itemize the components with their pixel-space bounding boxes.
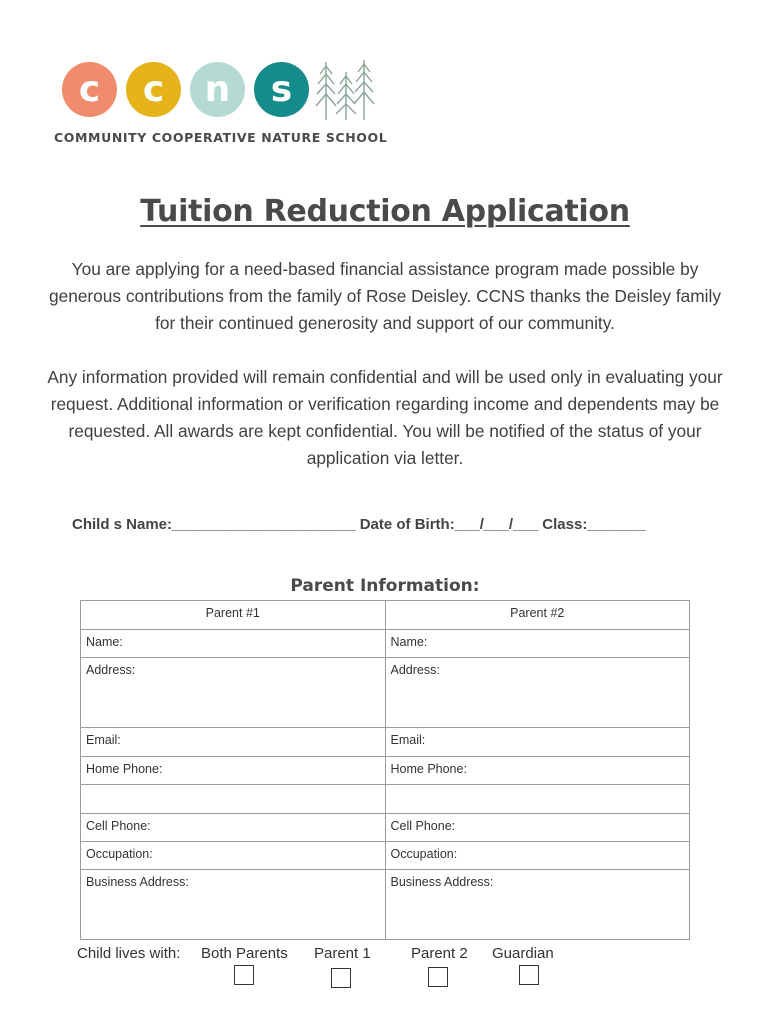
parent1-checkbox[interactable] bbox=[331, 968, 351, 988]
parent1-business-address-field[interactable]: Business Address: bbox=[81, 870, 386, 940]
parent2-cell-phone-field[interactable]: Cell Phone: bbox=[385, 814, 690, 842]
option-both-parents-label: Both Parents bbox=[201, 945, 288, 962]
logo-letter-n: n bbox=[190, 62, 245, 117]
table-row bbox=[81, 728, 690, 757]
parent2-checkbox[interactable] bbox=[428, 967, 448, 987]
school-name: COMMUNITY COOPERATIVE NATURE SCHOOL bbox=[54, 130, 388, 145]
table-header-row bbox=[81, 601, 690, 630]
table-row bbox=[81, 842, 690, 870]
parent1-email-field[interactable]: Email: bbox=[81, 728, 386, 757]
child-lives-label: Child lives with: bbox=[77, 945, 181, 962]
parent1-cell-phone-field[interactable]: Cell Phone: bbox=[81, 814, 386, 842]
parent1-home-phone-field[interactable]: Home Phone: bbox=[81, 757, 386, 785]
both-parents-checkbox[interactable] bbox=[234, 965, 254, 985]
logo-letter-s: s bbox=[254, 62, 309, 117]
pine-trees-icon bbox=[314, 58, 376, 124]
option-guardian-label: Guardian bbox=[492, 945, 554, 962]
parent1-header: Parent #1 bbox=[81, 601, 386, 630]
guardian-checkbox[interactable] bbox=[519, 965, 539, 985]
parent2-address-field[interactable]: Address: bbox=[385, 658, 690, 728]
table-row bbox=[81, 814, 690, 842]
option-parent2-label: Parent 2 bbox=[411, 945, 468, 962]
parent1-address-field[interactable]: Address: bbox=[81, 658, 386, 728]
parent2-blank-field[interactable] bbox=[385, 785, 690, 814]
parent2-email-field[interactable]: Email: bbox=[385, 728, 690, 757]
parent1-blank-field[interactable] bbox=[81, 785, 386, 814]
table-row bbox=[81, 630, 690, 658]
parent2-occupation-field[interactable]: Occupation: bbox=[385, 842, 690, 870]
intro-paragraph: You are applying for a need-based financial assistance program made possible by generous contributions from the family of Rose Deisley. CCNS thanks the Deisley family for their continued generosity and support of our community. bbox=[48, 259, 721, 333]
logo-letter-c2: c bbox=[126, 62, 181, 117]
option-parent1-label: Parent 1 bbox=[314, 945, 371, 962]
parent1-name-field[interactable]: Name: bbox=[81, 630, 386, 658]
parent2-name-field[interactable]: Name: bbox=[385, 630, 690, 658]
child-info-line: Child s Name:______________________ Date of Birth:___/___/___ Class:_______ bbox=[72, 516, 646, 533]
table-row bbox=[81, 658, 690, 728]
parent-info-table bbox=[80, 600, 690, 940]
parent2-business-address-field[interactable]: Business Address: bbox=[385, 870, 690, 940]
table-row bbox=[81, 757, 690, 785]
parent2-home-phone-field[interactable]: Home Phone: bbox=[385, 757, 690, 785]
table-row bbox=[81, 785, 690, 814]
logo-letter-c1: c bbox=[62, 62, 117, 117]
table-row bbox=[81, 870, 690, 940]
school-logo bbox=[52, 58, 392, 148]
parent1-occupation-field[interactable]: Occupation: bbox=[81, 842, 386, 870]
parent2-header: Parent #2 bbox=[385, 601, 690, 630]
parent-section-title: Parent Information: bbox=[290, 576, 480, 596]
confidentiality-paragraph: Any information provided will remain confidential and will be used only in evaluating your request. Additional information or verification regarding income and dependents may be requested. All awards are kept confidential. You will be notified of the status of your application via letter. bbox=[47, 367, 723, 468]
page-title: Tuition Reduction Application bbox=[140, 194, 630, 229]
